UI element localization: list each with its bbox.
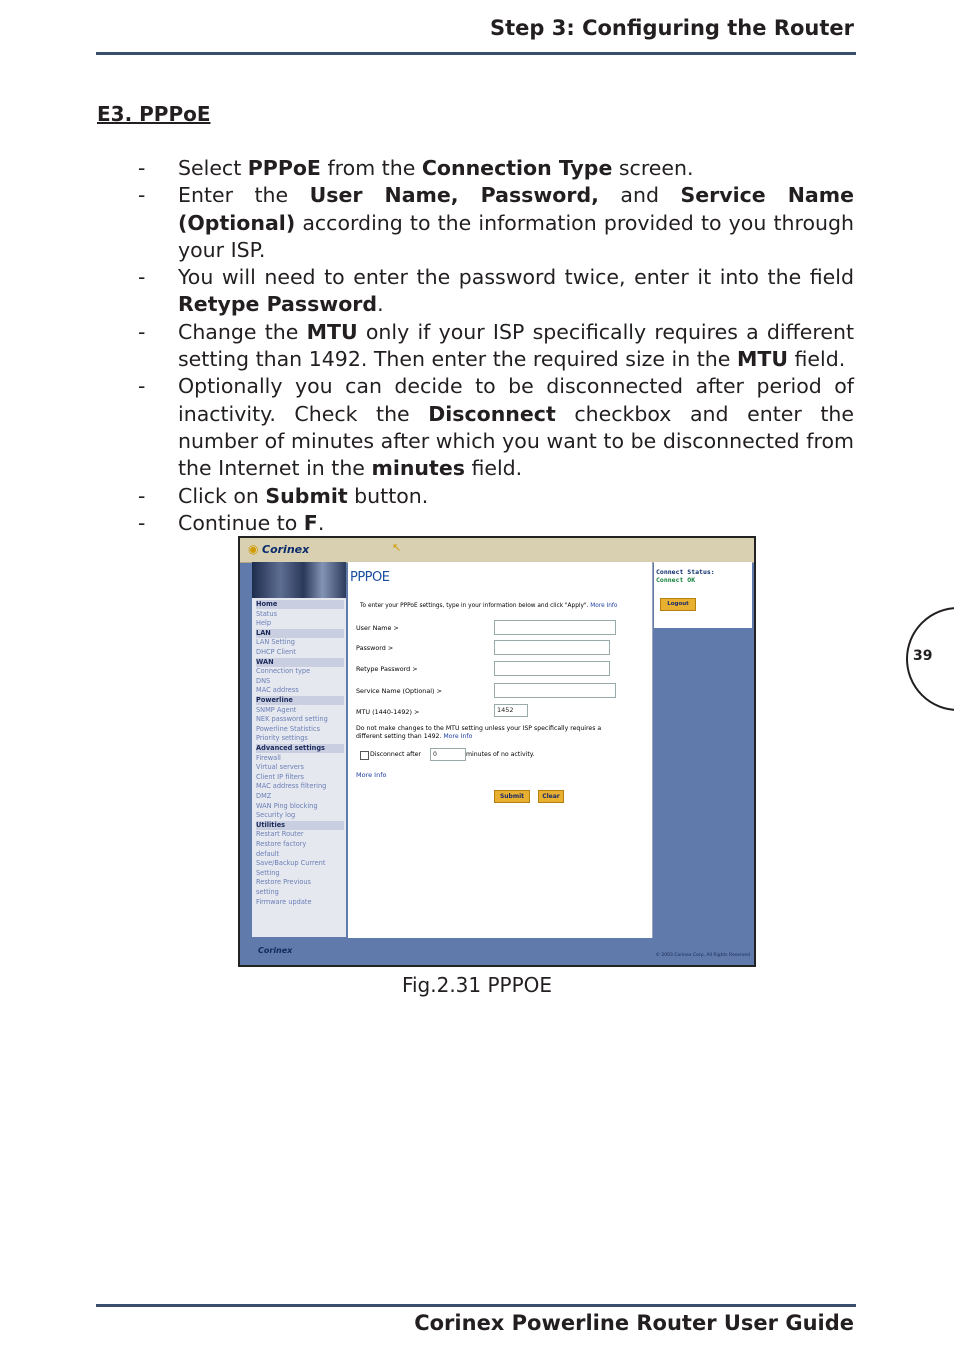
sidebar-nav-link[interactable]: Virtual servers [256,763,304,772]
retype-password-label: Retype Password > [356,665,418,673]
page-number: 39 [913,648,933,664]
more-info-link[interactable]: More Info [356,771,387,779]
running-header: Step 3: Configuring the Router [490,16,854,40]
sidebar-nav-link[interactable]: DHCP Client [256,648,296,656]
instruction-text: screen. [612,156,694,180]
emphasis-term: F [303,510,318,535]
disconnect-minutes-input[interactable]: 0 [430,748,466,761]
sidebar-nav-link[interactable]: Save/Backup Current [256,859,326,868]
minutes-label: minutes of no activity. [466,751,535,758]
instruction-text: Enter the [178,183,310,208]
disconnect-label: Disconnect after [370,751,421,758]
intro-more-info-link[interactable]: More Info [590,603,618,609]
brand-logo: Corinex [262,543,310,556]
list-dash: - [138,483,146,508]
footer-brand-logo: Corinex [258,946,293,955]
instruction-text: checkbox and enter the number of minutes after which you want to be disconnected from the Internet in the [178,401,854,481]
instruction-item [96,373,854,482]
router-main-panel [348,562,653,938]
sidebar-section-header: WAN [256,658,344,667]
sidebar-photo [252,562,346,598]
logout-button[interactable]: Logout [660,598,696,611]
sidebar-nav-link[interactable]: LAN Setting [256,638,295,647]
instruction-text: field. [464,456,523,481]
mtu-more-info-link[interactable]: More Info [443,733,473,741]
sidebar-nav-link[interactable]: MAC address [256,686,299,695]
section-title: E3. PPPoE [97,102,211,126]
submit-button[interactable]: Submit [494,790,530,803]
footer-copyright: © 2003 Corinex Corp. All Rights Reserved [655,953,750,958]
pppoe-page-title: PPPOE [350,570,390,585]
instruction-item [96,182,854,264]
sidebar-section-header: Home [256,600,344,609]
sidebar-nav-link[interactable]: Restore Previous [256,878,311,887]
sidebar-nav-link[interactable]: Help [256,619,272,628]
instruction-text: Click on [178,483,266,508]
connect-status-value: Connect OK [656,576,696,584]
router-footer [240,938,754,965]
list-dash: - [138,510,146,535]
sidebar-nav-link[interactable]: Connection type [256,667,311,676]
service-name-label: Service Name (Optional) > [356,687,442,695]
emphasis-term: MTU [306,319,358,344]
sidebar-nav-link[interactable]: WAN Ping blocking [256,801,318,810]
sidebar-nav-link[interactable]: Status [256,609,278,618]
instruction-text: Continue to [178,510,304,535]
sidebar-nav-link[interactable]: NEK password setting [256,715,328,724]
instruction-text: and [598,183,681,208]
mtu-input[interactable]: 1452 [494,704,528,717]
sidebar-nav-link[interactable]: default [256,849,280,858]
router-status-panel [654,562,752,628]
intro-instruction: To enter your PPPoE settings, type in your information below and click "Apply". [360,603,589,609]
footer-rule [96,1304,856,1307]
mtu-note [356,725,601,742]
emphasis-term: Submit [265,483,348,508]
instruction-text: field. [787,347,846,372]
password-input[interactable] [494,640,610,655]
sidebar-section-header: Utilities [256,821,344,830]
figure-caption: Fig.2.31 PPPOE [401,973,553,997]
router-top-bar [240,538,754,563]
instruction-text: only if your ISP specifically requires a different setting than 1492. Then enter the required size in the [178,319,854,372]
instruction-text: according to the information provided to you through your ISP. [178,210,854,262]
emphasis-term: Connection Type [421,156,613,180]
sidebar-nav-link[interactable]: setting [256,888,279,896]
list-dash: - [138,156,146,180]
user-name-label: User Name > [356,624,399,632]
disconnect-checkbox[interactable] [360,751,369,760]
sidebar-nav-link[interactable]: Firmware update [256,897,312,906]
sidebar-nav-link[interactable]: Client IP filters [256,772,304,781]
instruction-text: Change the [178,319,307,344]
sidebar-nav-link[interactable]: Security log [256,811,296,820]
sidebar-nav-link[interactable]: Firewall [256,753,281,762]
sidebar-nav-link[interactable]: Priority settings [256,734,308,743]
emphasis-term: PPPoE [247,156,321,180]
instruction-text: Select [178,156,248,180]
list-dash: - [138,319,146,344]
emphasis-term: User Name, Password, [309,183,599,208]
instruction-text: Optionally you can decide to be disconnected after period of inactivity. Check the [178,374,854,426]
corinex-logo-icon: ◉ [248,542,259,556]
password-label: Password > [356,644,394,652]
mtu-note-line2: different setting than 1492. [356,733,442,741]
instruction-item [96,510,854,537]
emphasis-term: minutes [371,456,465,481]
connect-status-label: Connect Status: [656,568,715,576]
sidebar-nav-link[interactable]: DNS [256,676,271,685]
sidebar-nav-link[interactable]: DMZ [256,792,272,800]
instruction-text: You will need to enter the password twice, enter it into the field [178,265,854,290]
instruction-item [96,264,854,319]
instruction-item [96,155,854,182]
mtu-label: MTU (1440-1492) > [356,708,420,716]
sidebar-nav-link[interactable]: Restore factory [256,840,307,848]
retype-password-input[interactable] [494,661,610,676]
instruction-list [96,155,854,537]
instruction-item [96,483,854,510]
sidebar-nav-link[interactable]: Setting [256,868,280,877]
emphasis-term: MTU [736,347,788,372]
running-footer: Corinex Powerline Router User Guide [414,1311,854,1335]
cursor-arrow-icon: ↖ [392,541,402,554]
instruction-text: . [317,510,325,535]
list-dash: - [138,374,146,399]
sidebar-nav-link[interactable]: Restart Router [256,830,304,839]
clear-button[interactable]: Clear [538,790,564,803]
sidebar-section-header: Powerline [256,696,344,705]
instruction-text: from the [320,156,422,180]
sidebar-section-header: LAN [256,629,344,638]
intro-text [360,603,617,609]
sidebar-nav-link[interactable]: Powerline Statistics [256,724,321,733]
instruction-item [96,319,854,374]
emphasis-term: Disconnect [428,401,556,426]
pppoe-screenshot [238,536,756,967]
header-rule [96,52,856,55]
sidebar-nav-link[interactable]: MAC address filtering [256,782,327,791]
mtu-note-line1: Do not make changes to the MTU setting unless your ISP specifically requires a [356,725,602,732]
instruction-text: . [377,292,384,317]
list-dash: - [138,265,146,290]
emphasis-term: Service Name (Optional) [178,183,855,235]
router-sidebar [252,562,346,937]
sidebar-nav-link[interactable]: SNMP Agent [256,705,297,714]
emphasis-term: Retype Password [178,292,378,317]
instruction-text: button. [347,483,429,508]
service-name-input[interactable] [494,683,616,698]
user-name-input[interactable] [494,620,616,635]
sidebar-section-header: Advanced settings [256,744,344,753]
list-dash: - [138,183,146,208]
